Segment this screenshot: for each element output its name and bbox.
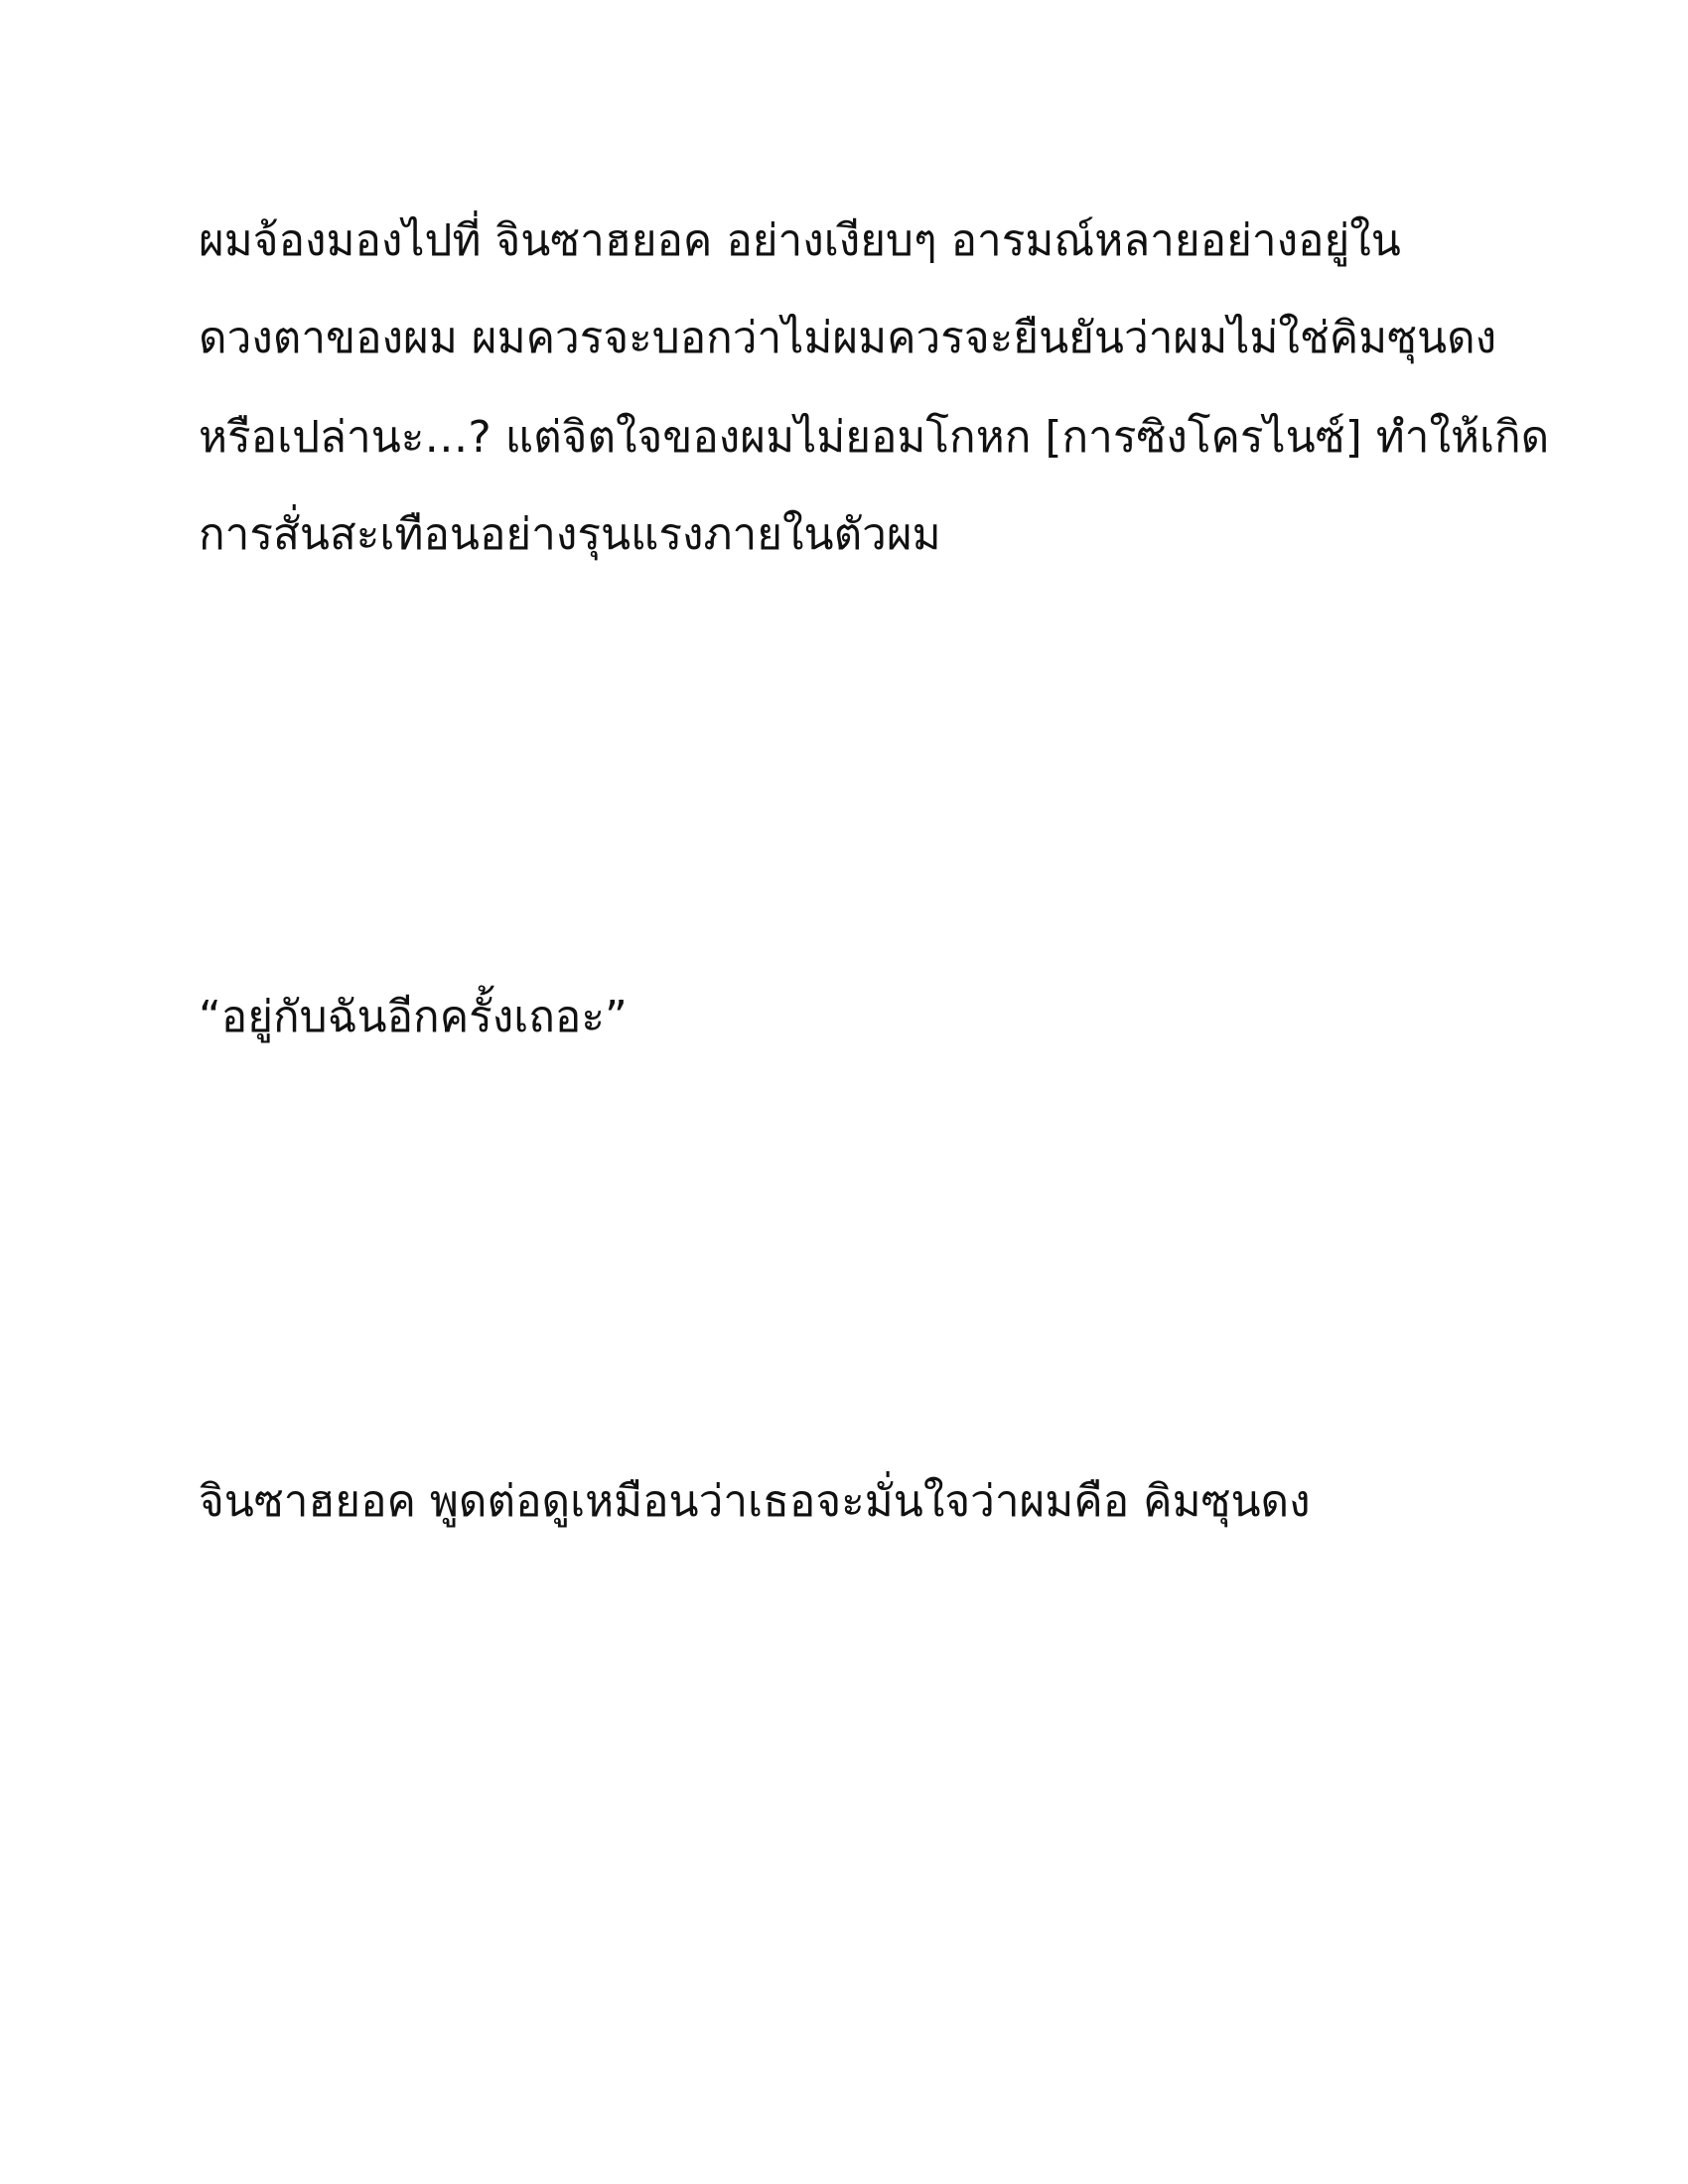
narration-line: จินซาฮยอค พูดต่อดูเหมือนว่าเธอจะมั่นใจว่าผมคือ คิมซุนดง	[199, 1476, 1311, 1527]
paragraph-line-1: ผมจ้องมองไปที่ จินซาฮยอค อย่างเงียบๆ อารมณ์หลายอย่างอยู่ใน	[199, 215, 1401, 266]
paragraph-line-3: หรือเปล่านะ…? แต่จิตใจของผมไม่ยอมโกหก [การซิงโครไนซ์] ทำให้เกิด	[199, 412, 1550, 463]
paragraph-line-4: การสั่นสะเทือนอย่างรุนแรงภายในตัวผม	[199, 509, 941, 560]
dialogue-line: “อยู่กับฉันอีกครั้งเถอะ”	[199, 992, 628, 1042]
paragraph-line-2: ดวงตาของผม ผมควรจะบอกว่าไม่ผมควรจะยืนยันว่าผมไม่ใช่คิมซุนดง	[199, 313, 1497, 363]
